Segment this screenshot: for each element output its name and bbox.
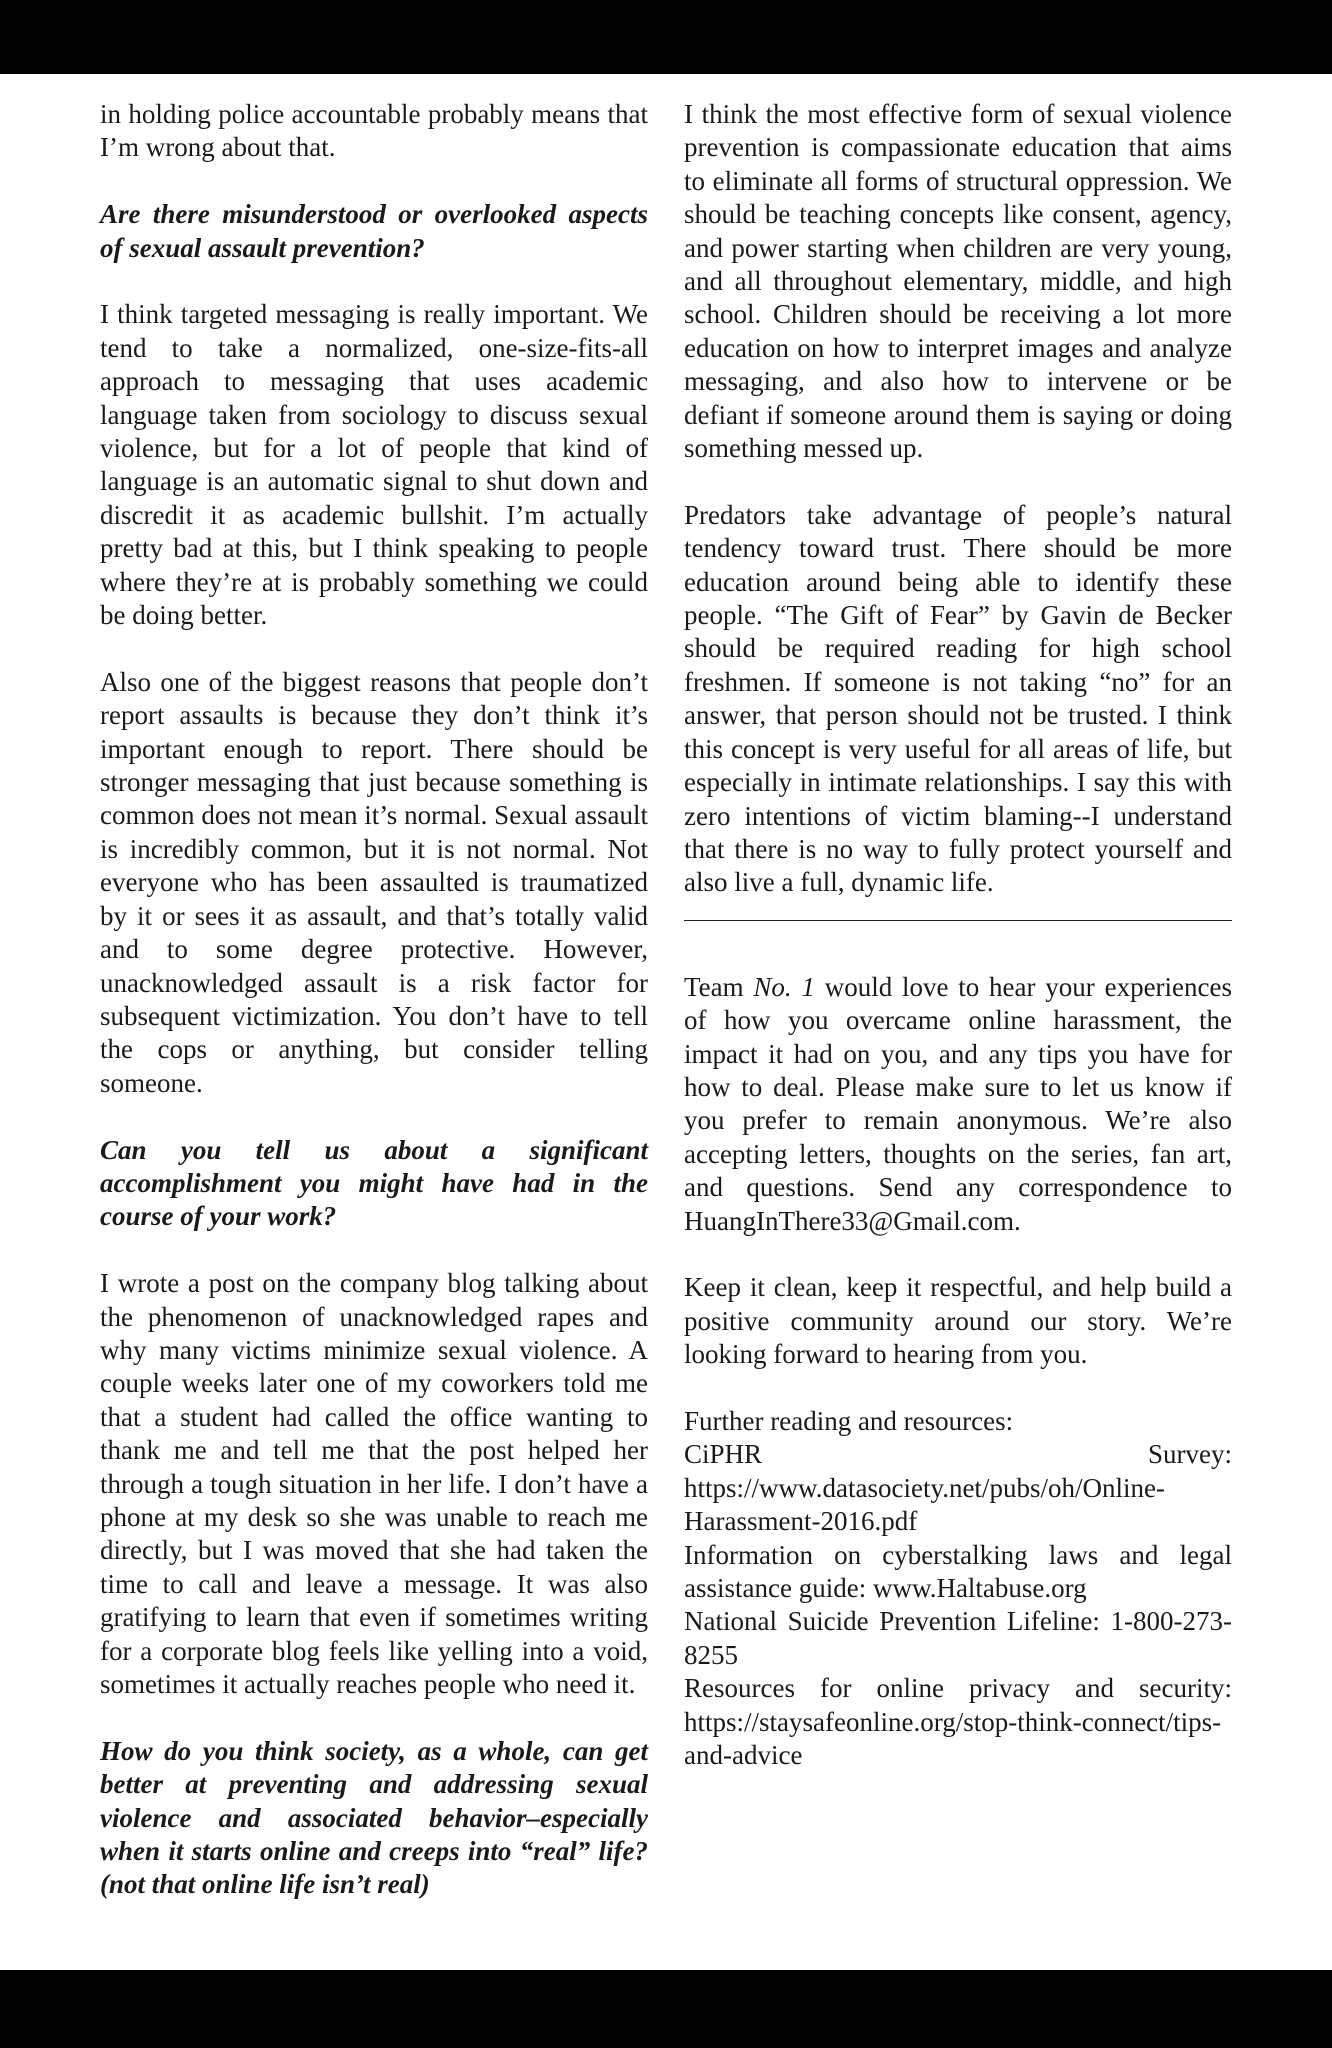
resources-list [684,1405,1232,1772]
left-column [100,98,648,1902]
resources-heading: Further reading and resources: [684,1405,1014,1436]
bottom-border-bar [0,1970,1332,2048]
section-divider [684,920,1232,921]
answer-blog-post: I wrote a post on the company blog talking about the phenomenon of unacknowledged rapes and why many victims minimize sexual violence. A couple weeks later one of my coworkers told me that a student had called the office wanting to thank me and tell me that the post helped her through a tough situation in her life. I don’t have a phone at my desk so she was unable to reach me directly, but I was moved that she had taken the time to call and leave a message. It was also gratifying to learn that even if sometimes writing for a corporate blog feels like yelling into a void, sometimes it actually reaches people who need it. [100,1268,648,1700]
right-column [684,98,1232,1772]
resource-online-privacy: Resources for online privacy and security: https://staysafeonline.org/stop-think-connect/tips-and-advice [684,1673,1232,1771]
question-misunderstood-aspects: Are there misunderstood or overlooked aspects of sexual assault prevention? [100,199,648,263]
continued-paragraph: in holding police accountable probably means that I’m wrong about that. [100,99,648,163]
team-name: No. 1 [753,971,815,1002]
community-note: Keep it clean, keep it respectful, and help build a positive community around our story. We’re looking forward to hearing from you. [684,1272,1232,1370]
question-society-prevention: How do you think society, as a whole, can get better at preventing and addressing sexual violence and associated behavior–especially when it starts online and creeps into “real” life? (not that online life isn’t real) [100,1735,648,1900]
question-accomplishment: Can you tell us about a significant accomplishment you might have had in the course of your work? [100,1134,648,1232]
team-prefix: Team [684,971,754,1002]
top-border-bar [0,0,1332,74]
team-invitation-text: would love to hear your experiences of how you overcame online harassment, the impact it had on you, and any tips you have for how to deal. Please make sure to let us know if you prefer to remain anonymous. We’re also accepting letters, thoughts on the series, fan art, and questions. Send any correspondence to HuangInThere33@Gmail.com. [684,971,1233,1236]
resource-ciphr-survey: CiPHR Survey: https://www.datasociety.net/pubs/oh/Online-Harassment-2016.pdf [684,1439,1232,1537]
answer-predators-trust: Predators take advantage of people’s natural tendency toward trust. There should be more education around being able to identify these people. “The Gift of Fear” by Gavin de Becker should be required reading for high school freshmen. If someone is not taking “no” for an answer, that person should not be trusted. I think this concept is very useful for all areas of life, but especially in intimate relationships. I say this with zero intentions of victim blaming--I understand that there is no way to fully protect yourself and also live a full, dynamic life. [684,499,1232,898]
team-invitation [684,971,1232,1238]
answer-reporting-assaults: Also one of the biggest reasons that people don’t report assaults is because they don’t think it’s important enough to report. There should be stronger messaging that just because something is common does not mean it’s normal. Sexual assault is incredibly common, but it is not normal. Not everyone who has been assaulted is traumatized by it or sees it as assault, and that’s totally valid and to some degree protective. However, unacknowledged assault is a risk factor for subsequent victimization. You don’t have to tell the cops or anything, but consider telling someone. [100,666,648,1098]
resource-suicide-lifeline: National Suicide Prevention Lifeline: 1-800-273-8255 [684,1606,1232,1670]
answer-compassionate-education: I think the most effective form of sexual violence prevention is compassionate education that aims to eliminate all forms of structural oppression. We should be teaching concepts like consent, agency, and power starting when children are very young, and all throughout elementary, middle, and high school. Children should be receiving a lot more education on how to interpret images and analyze messaging, and also how to intervene or be defiant if someone around them is saying or doing something messed up. [684,99,1232,464]
answer-targeted-messaging: I think targeted messaging is really important. We tend to take a normalized, one-size-fits-all approach to messaging that uses academic language taken from sociology to discuss sexual violence, but for a lot of people that kind of language is an automatic signal to shut down and discredit it as academic bullshit. I’m actually pretty bad at this, but I think speaking to people where they’re at is probably something we could be doing better. [100,299,648,631]
resource-cyberstalking: Information on cyberstalking laws and legal assistance guide: www.Haltabuse.org [684,1539,1232,1604]
